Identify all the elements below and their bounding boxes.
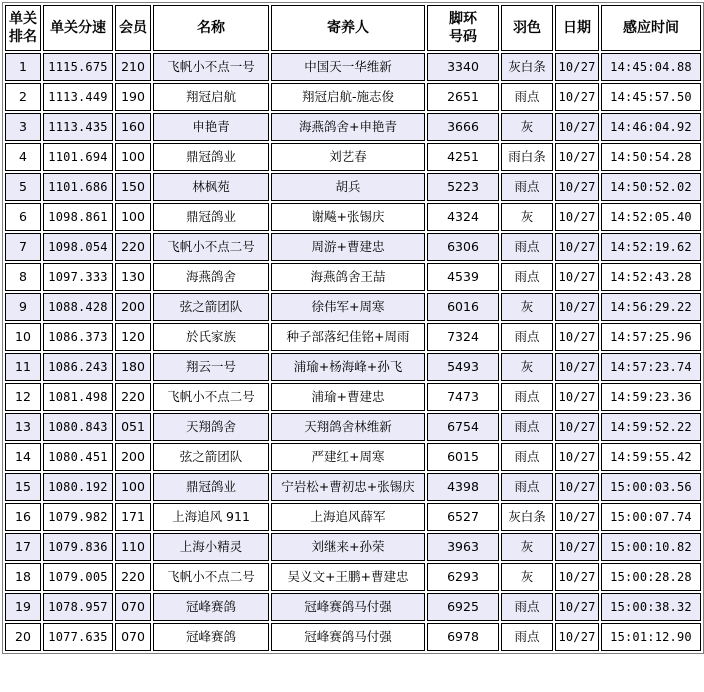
cell-time: 14:52:05.40: [601, 203, 701, 231]
cell-owner: 浦瑜+杨海峰+孙飞: [271, 353, 425, 381]
table-row: [5, 323, 701, 351]
cell-time: 15:00:03.56: [601, 473, 701, 501]
table-row: [5, 203, 701, 231]
cell-owner: 中国天一华维新: [271, 53, 425, 81]
header-label: 排名: [9, 29, 37, 45]
cell-rank: 17: [5, 533, 41, 561]
cell-member: 100: [115, 473, 151, 501]
cell-date: 10/27: [555, 443, 599, 471]
cell-speed: 1079.982: [43, 503, 113, 531]
cell-time: 14:45:57.50: [601, 83, 701, 111]
cell-date: 10/27: [555, 623, 599, 651]
cell-speed: 1086.243: [43, 353, 113, 381]
cell-speed: 1080.843: [43, 413, 113, 441]
cell-owner: 海燕鸽舍+申艳青: [271, 113, 425, 141]
cell-name: 於氏家族: [153, 323, 269, 351]
cell-date: 10/27: [555, 263, 599, 291]
cell-owner: 吴义文+王鹏+曹建忠: [271, 563, 425, 591]
cell-rank: 4: [5, 143, 41, 171]
cell-owner: 宁岩松+曹初忠+张锡庆: [271, 473, 425, 501]
cell-name: 飞帆小不点二号: [153, 233, 269, 261]
header-label: 单关分速: [50, 20, 106, 36]
cell-ring: 4324: [427, 203, 499, 231]
header-time: [601, 5, 701, 51]
header-member: [115, 5, 151, 51]
cell-color: 雨点: [501, 473, 553, 501]
cell-time: 14:57:23.74: [601, 353, 701, 381]
cell-speed: 1086.373: [43, 323, 113, 351]
cell-name: 上海追风 911: [153, 503, 269, 531]
cell-owner: 刘继来+孙荣: [271, 533, 425, 561]
cell-owner: 刘艺春: [271, 143, 425, 171]
table-row: [5, 293, 701, 321]
cell-rank: 1: [5, 53, 41, 81]
cell-member: 110: [115, 533, 151, 561]
cell-rank: 2: [5, 83, 41, 111]
header-owner: [271, 5, 425, 51]
cell-color: 雨点: [501, 263, 553, 291]
cell-ring: 3666: [427, 113, 499, 141]
cell-name: 上海小精灵: [153, 533, 269, 561]
cell-owner: 浦瑜+曹建忠: [271, 383, 425, 411]
cell-member: 130: [115, 263, 151, 291]
cell-rank: 12: [5, 383, 41, 411]
cell-date: 10/27: [555, 173, 599, 201]
cell-time: 14:46:04.92: [601, 113, 701, 141]
cell-date: 10/27: [555, 413, 599, 441]
cell-member: 180: [115, 353, 151, 381]
header-date: [555, 5, 599, 51]
table-header: [5, 5, 701, 51]
header-label: 日期: [563, 20, 591, 36]
cell-color: 雨点: [501, 413, 553, 441]
cell-name: 鼎冠鸽业: [153, 143, 269, 171]
cell-date: 10/27: [555, 143, 599, 171]
cell-date: 10/27: [555, 233, 599, 261]
cell-color: 雨点: [501, 173, 553, 201]
cell-ring: 6754: [427, 413, 499, 441]
table-row: [5, 263, 701, 291]
cell-rank: 16: [5, 503, 41, 531]
cell-speed: 1077.635: [43, 623, 113, 651]
cell-rank: 14: [5, 443, 41, 471]
cell-owner: 冠峰赛鸽马付强: [271, 623, 425, 651]
cell-time: 14:57:25.96: [601, 323, 701, 351]
header-label: 寄养人: [327, 20, 369, 36]
cell-speed: 1101.694: [43, 143, 113, 171]
table-row: [5, 503, 701, 531]
cell-rank: 7: [5, 233, 41, 261]
cell-ring: 4251: [427, 143, 499, 171]
cell-time: 15:00:10.82: [601, 533, 701, 561]
cell-name: 海燕鸽舍: [153, 263, 269, 291]
header-label: 羽色: [513, 20, 541, 36]
table-row: [5, 593, 701, 621]
cell-color: 灰: [501, 563, 553, 591]
cell-rank: 3: [5, 113, 41, 141]
cell-rank: 8: [5, 263, 41, 291]
cell-member: 051: [115, 413, 151, 441]
cell-rank: 5: [5, 173, 41, 201]
cell-ring: 3963: [427, 533, 499, 561]
cell-speed: 1113.435: [43, 113, 113, 141]
cell-name: 翔云一号: [153, 353, 269, 381]
cell-member: 200: [115, 443, 151, 471]
header-color: [501, 5, 553, 51]
cell-ring: 7324: [427, 323, 499, 351]
cell-speed: 1098.054: [43, 233, 113, 261]
header-label: 单关: [9, 11, 37, 27]
cell-time: 14:52:19.62: [601, 233, 701, 261]
cell-owner: 上海追风薛军: [271, 503, 425, 531]
cell-color: 雨点: [501, 593, 553, 621]
table-row: [5, 383, 701, 411]
cell-speed: 1080.451: [43, 443, 113, 471]
cell-ring: 4398: [427, 473, 499, 501]
header-row: [5, 5, 701, 51]
cell-time: 14:50:52.02: [601, 173, 701, 201]
header-label: 会员: [119, 20, 147, 36]
cell-member: 120: [115, 323, 151, 351]
header-rank: [5, 5, 41, 51]
cell-name: 弦之箭团队: [153, 443, 269, 471]
cell-time: 14:59:52.22: [601, 413, 701, 441]
cell-speed: 1115.675: [43, 53, 113, 81]
cell-member: 171: [115, 503, 151, 531]
cell-color: 雨点: [501, 233, 553, 261]
cell-speed: 1113.449: [43, 83, 113, 111]
cell-color: 雨点: [501, 83, 553, 111]
cell-time: 14:52:43.28: [601, 263, 701, 291]
cell-member: 220: [115, 233, 151, 261]
table-row: [5, 623, 701, 651]
cell-member: 160: [115, 113, 151, 141]
cell-owner: 徐伟军+周寒: [271, 293, 425, 321]
results-table: [2, 2, 704, 654]
cell-color: 雨白条: [501, 143, 553, 171]
cell-color: 雨点: [501, 443, 553, 471]
cell-time: 14:45:04.88: [601, 53, 701, 81]
cell-owner: 胡兵: [271, 173, 425, 201]
cell-member: 190: [115, 83, 151, 111]
cell-name: 冠峰赛鸽: [153, 623, 269, 651]
cell-time: 14:56:29.22: [601, 293, 701, 321]
cell-rank: 20: [5, 623, 41, 651]
cell-member: 100: [115, 203, 151, 231]
cell-time: 15:00:38.32: [601, 593, 701, 621]
table-row: [5, 173, 701, 201]
table-row: [5, 113, 701, 141]
cell-time: 14:59:23.36: [601, 383, 701, 411]
cell-owner: 翔冠启航-施志俊: [271, 83, 425, 111]
cell-time: 14:59:55.42: [601, 443, 701, 471]
cell-owner: 谢飚+张锡庆: [271, 203, 425, 231]
cell-name: 飞帆小不点二号: [153, 563, 269, 591]
table-row: [5, 83, 701, 111]
cell-color: 灰: [501, 113, 553, 141]
cell-speed: 1079.005: [43, 563, 113, 591]
cell-owner: 严建红+周寒: [271, 443, 425, 471]
cell-rank: 18: [5, 563, 41, 591]
header-label: 感应时间: [623, 20, 679, 36]
cell-member: 150: [115, 173, 151, 201]
cell-color: 灰白条: [501, 53, 553, 81]
cell-date: 10/27: [555, 563, 599, 591]
cell-color: 灰: [501, 533, 553, 561]
cell-ring: 6016: [427, 293, 499, 321]
cell-name: 翔冠启航: [153, 83, 269, 111]
cell-rank: 6: [5, 203, 41, 231]
cell-rank: 9: [5, 293, 41, 321]
table-row: [5, 473, 701, 501]
cell-date: 10/27: [555, 353, 599, 381]
cell-time: 15:00:28.28: [601, 563, 701, 591]
cell-color: 雨点: [501, 323, 553, 351]
cell-name: 飞帆小不点一号: [153, 53, 269, 81]
cell-name: 鼎冠鸽业: [153, 473, 269, 501]
cell-name: 冠峰赛鸽: [153, 593, 269, 621]
cell-member: 220: [115, 563, 151, 591]
cell-owner: 冠峰赛鸽马付强: [271, 593, 425, 621]
cell-date: 10/27: [555, 53, 599, 81]
cell-member: 100: [115, 143, 151, 171]
cell-member: 220: [115, 383, 151, 411]
cell-ring: 6306: [427, 233, 499, 261]
cell-date: 10/27: [555, 293, 599, 321]
cell-name: 飞帆小不点二号: [153, 383, 269, 411]
cell-ring: 5223: [427, 173, 499, 201]
cell-speed: 1101.686: [43, 173, 113, 201]
table-row: [5, 353, 701, 381]
cell-member: 210: [115, 53, 151, 81]
table-row: [5, 143, 701, 171]
cell-ring: 5493: [427, 353, 499, 381]
header-name: [153, 5, 269, 51]
cell-color: 灰: [501, 203, 553, 231]
table-row: [5, 533, 701, 561]
cell-speed: 1081.498: [43, 383, 113, 411]
cell-ring: 6527: [427, 503, 499, 531]
cell-ring: 3340: [427, 53, 499, 81]
table-row: [5, 53, 701, 81]
table-body: [5, 53, 701, 651]
cell-color: 雨点: [501, 623, 553, 651]
cell-name: 申艳青: [153, 113, 269, 141]
cell-ring: 4539: [427, 263, 499, 291]
table-row: [5, 233, 701, 261]
cell-speed: 1080.192: [43, 473, 113, 501]
cell-ring: 6015: [427, 443, 499, 471]
cell-date: 10/27: [555, 593, 599, 621]
cell-date: 10/27: [555, 473, 599, 501]
cell-rank: 10: [5, 323, 41, 351]
table-row: [5, 563, 701, 591]
cell-speed: 1079.836: [43, 533, 113, 561]
cell-rank: 15: [5, 473, 41, 501]
header-label: 名称: [197, 20, 225, 36]
cell-ring: 7473: [427, 383, 499, 411]
header-speed: [43, 5, 113, 51]
cell-owner: 海燕鸽舍王喆: [271, 263, 425, 291]
cell-name: 天翔鸽舍: [153, 413, 269, 441]
cell-date: 10/27: [555, 533, 599, 561]
cell-speed: 1098.861: [43, 203, 113, 231]
cell-name: 弦之箭团队: [153, 293, 269, 321]
cell-time: 15:00:07.74: [601, 503, 701, 531]
cell-member: 200: [115, 293, 151, 321]
cell-owner: 种子部落纪佳铭+周雨: [271, 323, 425, 351]
cell-owner: 天翔鸽舍林维新: [271, 413, 425, 441]
cell-speed: 1097.333: [43, 263, 113, 291]
cell-color: 灰白条: [501, 503, 553, 531]
cell-rank: 11: [5, 353, 41, 381]
table-row: [5, 443, 701, 471]
cell-rank: 13: [5, 413, 41, 441]
header-ring: [427, 5, 499, 51]
cell-color: 灰: [501, 353, 553, 381]
cell-ring: 6925: [427, 593, 499, 621]
cell-owner: 周游+曹建忠: [271, 233, 425, 261]
cell-time: 15:01:12.90: [601, 623, 701, 651]
cell-date: 10/27: [555, 503, 599, 531]
header-label: 号码: [449, 29, 477, 45]
cell-date: 10/27: [555, 383, 599, 411]
cell-name: 鼎冠鸽业: [153, 203, 269, 231]
cell-color: 灰: [501, 293, 553, 321]
cell-ring: 2651: [427, 83, 499, 111]
cell-ring: 6978: [427, 623, 499, 651]
cell-ring: 6293: [427, 563, 499, 591]
table-row: [5, 413, 701, 441]
cell-time: 14:50:54.28: [601, 143, 701, 171]
header-label: 脚环: [449, 11, 477, 27]
cell-date: 10/27: [555, 83, 599, 111]
cell-color: 雨点: [501, 383, 553, 411]
cell-member: 070: [115, 593, 151, 621]
cell-name: 林枫苑: [153, 173, 269, 201]
cell-speed: 1088.428: [43, 293, 113, 321]
cell-speed: 1078.957: [43, 593, 113, 621]
cell-date: 10/27: [555, 203, 599, 231]
cell-date: 10/27: [555, 113, 599, 141]
cell-member: 070: [115, 623, 151, 651]
cell-rank: 19: [5, 593, 41, 621]
cell-date: 10/27: [555, 323, 599, 351]
